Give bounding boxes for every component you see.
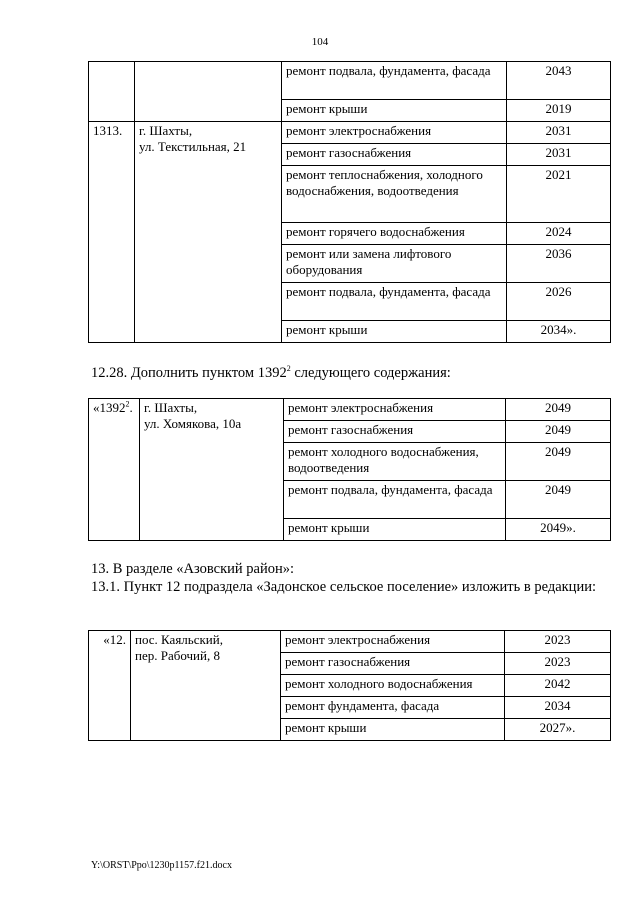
year-cell: 2019 [507, 100, 611, 122]
work-cell: ремонт электроснабжения [281, 631, 505, 653]
work-cell: ремонт крыши [282, 321, 507, 343]
paragraph-text: 12.28. Дополнить пунктом 1392 [91, 365, 287, 381]
work-cell: ремонт подвала, фундамента, фасада [284, 481, 506, 519]
year-cell: 2049 [506, 443, 611, 481]
footer-file-path: Y:\ORST\Ppo\1230p1157.f21.docx [91, 860, 232, 871]
work-cell: ремонт холодного водоснабжения [281, 675, 505, 697]
year-cell: 2031 [507, 144, 611, 166]
table-row [89, 122, 611, 144]
work-cell: ремонт или замена лифтового оборудования [282, 245, 507, 283]
paragraph-13-1: 13.1. Пункт 12 подраздела «Задонское сельское поселение» изложить в редакции: [91, 579, 596, 595]
address-cell [135, 122, 282, 343]
year-cell: 2034». [507, 321, 611, 343]
paragraph-text: следующего содержания: [290, 365, 451, 381]
number-cell: «12. [89, 631, 131, 741]
address-line: г. Шахты, [144, 400, 198, 415]
work-cell: ремонт горячего водоснабжения [282, 223, 507, 245]
year-cell: 2027». [505, 719, 611, 741]
work-cell: ремонт газоснабжения [281, 653, 505, 675]
address-line: ул. Хомякова, 10а [144, 416, 242, 431]
year-cell: 2024 [507, 223, 611, 245]
address-line: пер. Рабочий, 8 [135, 648, 220, 663]
work-cell: ремонт теплоснабжения, холодного водоснабжения, водоотведения [282, 166, 507, 223]
year-cell: 2042 [505, 675, 611, 697]
year-cell: 2043 [507, 62, 611, 100]
superscript: 2 [286, 364, 291, 374]
work-cell: ремонт крыши [282, 100, 507, 122]
register-table-3 [88, 630, 611, 741]
number-cell: 1313. [89, 122, 135, 343]
table-row [89, 399, 611, 421]
address-line: пос. Каяльский, [135, 632, 223, 647]
year-cell: 2034 [505, 697, 611, 719]
work-cell: ремонт электроснабжения [282, 122, 507, 144]
year-cell: 2049». [506, 519, 611, 541]
year-cell: 2026 [507, 283, 611, 321]
number-text: . [129, 400, 133, 415]
table-row [89, 62, 611, 100]
number-text: «1392 [93, 400, 126, 415]
work-cell: ремонт газоснабжения [284, 421, 506, 443]
paragraph-12-28 [91, 364, 451, 382]
work-cell: ремонт крыши [284, 519, 506, 541]
work-cell: ремонт газоснабжения [282, 144, 507, 166]
work-cell: ремонт подвала, фундамента, фасада [282, 62, 507, 100]
table-row [89, 631, 611, 653]
year-cell: 2023 [505, 653, 611, 675]
year-cell: 2021 [507, 166, 611, 223]
address-line: ул. Текстильная, 21 [139, 139, 247, 154]
work-cell: ремонт подвала, фундамента, фасада [282, 283, 507, 321]
work-cell: ремонт электроснабжения [284, 399, 506, 421]
work-cell: ремонт холодного водоснабжения, водоотведения [284, 443, 506, 481]
year-cell: 2031 [507, 122, 611, 144]
year-cell: 2049 [506, 481, 611, 519]
year-cell: 2036 [507, 245, 611, 283]
number-cell [89, 399, 140, 541]
address-cell [131, 631, 281, 741]
number-cell [89, 62, 135, 122]
register-table-1 [88, 61, 611, 343]
address-cell [140, 399, 284, 541]
work-cell: ремонт крыши [281, 719, 505, 741]
superscript: 2 [125, 399, 130, 409]
register-table-2 [88, 398, 611, 541]
year-cell: 2049 [506, 399, 611, 421]
page-number: 104 [311, 36, 329, 48]
address-line: г. Шахты, [139, 123, 193, 138]
address-cell [135, 62, 282, 122]
year-cell: 2049 [506, 421, 611, 443]
work-cell: ремонт фундамента, фасада [281, 697, 505, 719]
year-cell: 2023 [505, 631, 611, 653]
paragraph-13: 13. В разделе «Азовский район»: [91, 561, 295, 577]
